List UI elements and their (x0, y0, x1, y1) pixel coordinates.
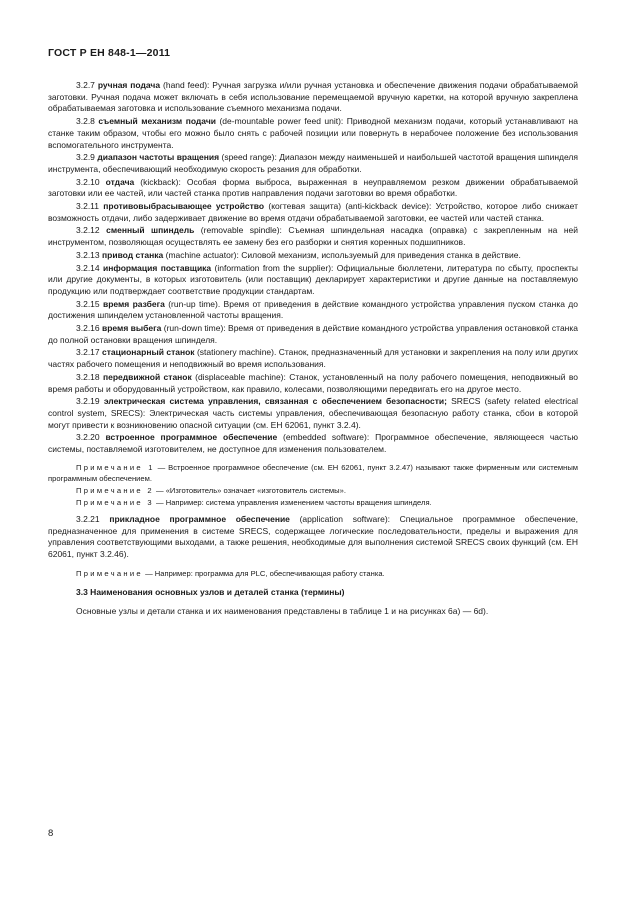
term: информация поставщика (103, 262, 212, 273)
term: противовыбрасывающее устройство (103, 201, 265, 212)
term-definition (48, 323, 578, 346)
note-label: Примечание 3 (76, 497, 154, 507)
term: передвижной станок (103, 371, 192, 382)
term-definitions (48, 80, 578, 456)
term-definition (48, 152, 578, 175)
document-header: ГОСТ Р ЕН 848-1—2011 (48, 47, 171, 59)
term: стационарный станок (102, 347, 195, 358)
term: время выбега (102, 323, 162, 334)
term-definition (48, 514, 578, 561)
note-label: Примечание (76, 568, 143, 578)
note-text: — Встроенное программное обеспечение (см. ЕН 62061, пункт 3.2.47) называют также фирменным или системным программным обеспечением. (48, 462, 578, 483)
clause-number: 3.2.8 (76, 116, 95, 127)
clause-number: 3.2.17 (76, 347, 100, 358)
section-text: Основные узлы и детали станка и их наименования представлены в таблице 1 и на рисунках 6а) — 6d). (76, 606, 489, 617)
definition: (de-mountable power feed unit): Приводной механизм подачи, который устанавливают на станке таким образом, чтобы его можно было снять с рабочей позиции или повернуть в нерабочее положение без использования вспомогательного инструмента. (48, 116, 578, 150)
term: ручная подача (97, 80, 161, 90)
term-definition (48, 396, 578, 431)
term: встроенное программное обеспечение (105, 432, 278, 443)
definition: (когтевая защита) (anti-kickback device): Устройство, которое либо снижает возможность отдачи, либо задерживает движение во время отдачи обрабатываемой заготовки, ее частей или частей станка. (48, 201, 578, 223)
term-definition (48, 201, 578, 224)
document-body (48, 80, 578, 619)
clause-number: 3.2.7 (76, 80, 95, 90)
note (48, 568, 578, 579)
definition: (hand feed): Ручная загрузка и/или ручная установка и обеспечение движения подачи обрабатываемой заготовки. Ручная подача может включать в себя использование перемещаемой вручную каретки, на которой вручную закреплена обрабатываемая заготовка и использование съемного механизма подачи. (48, 80, 578, 114)
term: привод станка (102, 249, 164, 260)
note (48, 497, 578, 508)
definition: (kickback): Особая форма выброса, выраженная в неуправляемом резком движении обрабатываемой заготовки или ее частей, или частей станка против направления подачи заготовки во время обработки. (48, 176, 578, 199)
clause-number: 3.2.11 (76, 201, 100, 212)
definition: (displaceable machine): Станок, установленный на полу рабочего помещения, неподвижный во время работы и оборудованный устройством, как правило, колесами, позволяющими передвигать его на другое место. (48, 371, 578, 394)
term-definition (48, 116, 578, 151)
definition: (application software): Специальное программное обеспечение, предназначенное для применения в системе SRECS, содержащее логические последовательности, пределы и выражения для управления соответствующими выходами, а также решения, необходимые для выполнения системой SRECS своих функций (см. ЕН 62061, пункт 3.2.46). (48, 513, 578, 559)
clause-number: 3.2.13 (76, 249, 100, 260)
definition: (speed range): Диапазон между наименьшей и наибольшей частотой вращения шпинделя инструмента, обеспечивающий необходимую скорость резания для обработки. (48, 152, 578, 174)
clause-number: 3.2.15 (76, 298, 100, 309)
note (48, 462, 578, 484)
note-text: — Например: программа для PLC, обеспечивающая работу станка. (142, 568, 385, 578)
note-label: Примечание 2 (76, 485, 154, 495)
term-definition (48, 263, 578, 298)
definition: (removable spindle): Съемная шпиндельная насадка (оправка) с закрепленным на ней инструментом, позволяющая осуществлять ее замену без его разборки и снятия коренных подшипников. (48, 225, 578, 248)
definition: (run-up time). Время от приведения в действие командного устройства управления пуском станка до достижения шпинделем установленной частоты вращения. (48, 298, 578, 321)
term: прикладное программное обеспечение (109, 513, 290, 524)
definition: (stationery machine). Станок, предназначенный для установки и закрепления на полу или других частях рабочего помещения и неподвижный во время использования. (48, 347, 578, 370)
clause-number: 3.2.18 (76, 371, 100, 382)
term-definition (48, 347, 578, 370)
clause-number: 3.2.16 (76, 323, 100, 334)
definition: SRECS (safety related electrical control system, SRECS): Электрическая часть системы управления, обеспечивающая безопасную работу станка, сбои в которой могут привести к возникновению опасной ситуации (см. ЕН 62061, пункт 3.2.4). (48, 396, 578, 430)
definition: (machine actuator): Силовой механизм, используемый для приведения станка в действие. (163, 249, 521, 260)
clause-number: 3.2.10 (76, 176, 100, 187)
note-label: Примечание 1 (76, 462, 155, 472)
section-heading: 3.3 Наименования основных узлов и деталей станка (термины) (76, 586, 345, 597)
term-definition (48, 80, 578, 115)
term-definition (48, 372, 578, 395)
term-definition (48, 432, 578, 455)
term: электрическая система управления, связанная с обеспечением безопасности; (103, 396, 447, 407)
term: съемный механизм подачи (98, 116, 216, 127)
term-definition (48, 299, 578, 322)
term-definition (48, 250, 578, 262)
clause-number: 3.2.12 (76, 225, 100, 236)
term-definition (48, 177, 578, 200)
clause-number: 3.2.9 (76, 152, 95, 163)
note-text: — Например: система управления изменением частоты вращения шпинделя. (153, 497, 432, 507)
term: сменный шпиндель (106, 225, 195, 236)
notes-3-2-20 (48, 462, 578, 508)
note (48, 485, 578, 496)
definition: (embedded software): Программное обеспечение, являющееся частью системы, поставляемой изготовителем, не доступное для изменения пользователем. (48, 432, 578, 455)
definition: (run-down time): Время от приведения в действие командного устройства управления остановкой станка до полной остановки вращения шпинделя. (48, 323, 578, 345)
clause-number: 3.2.14 (76, 262, 100, 273)
page-number: 8 (48, 828, 54, 839)
term: отдача (105, 176, 135, 187)
clause-number: 3.2.20 (76, 432, 100, 443)
term-definition (48, 225, 578, 248)
term: время разбега (102, 298, 165, 309)
note-text: — «Изготовитель» означает «изготовитель системы». (153, 485, 346, 495)
clause-number: 3.2.19 (76, 396, 100, 407)
term: диапазон частоты вращения (97, 152, 220, 163)
clause-number: 3.2.21 (76, 513, 100, 524)
definition: (information from the supplier): Официальные бюллетени, литература по сбыту, проспекты или другие документы, в которых изготовитель (или поставщик) декларирует характеристики и другие данные на поставляемую продукцию или подтверждает соответствие продукции стандартам. (48, 262, 578, 296)
